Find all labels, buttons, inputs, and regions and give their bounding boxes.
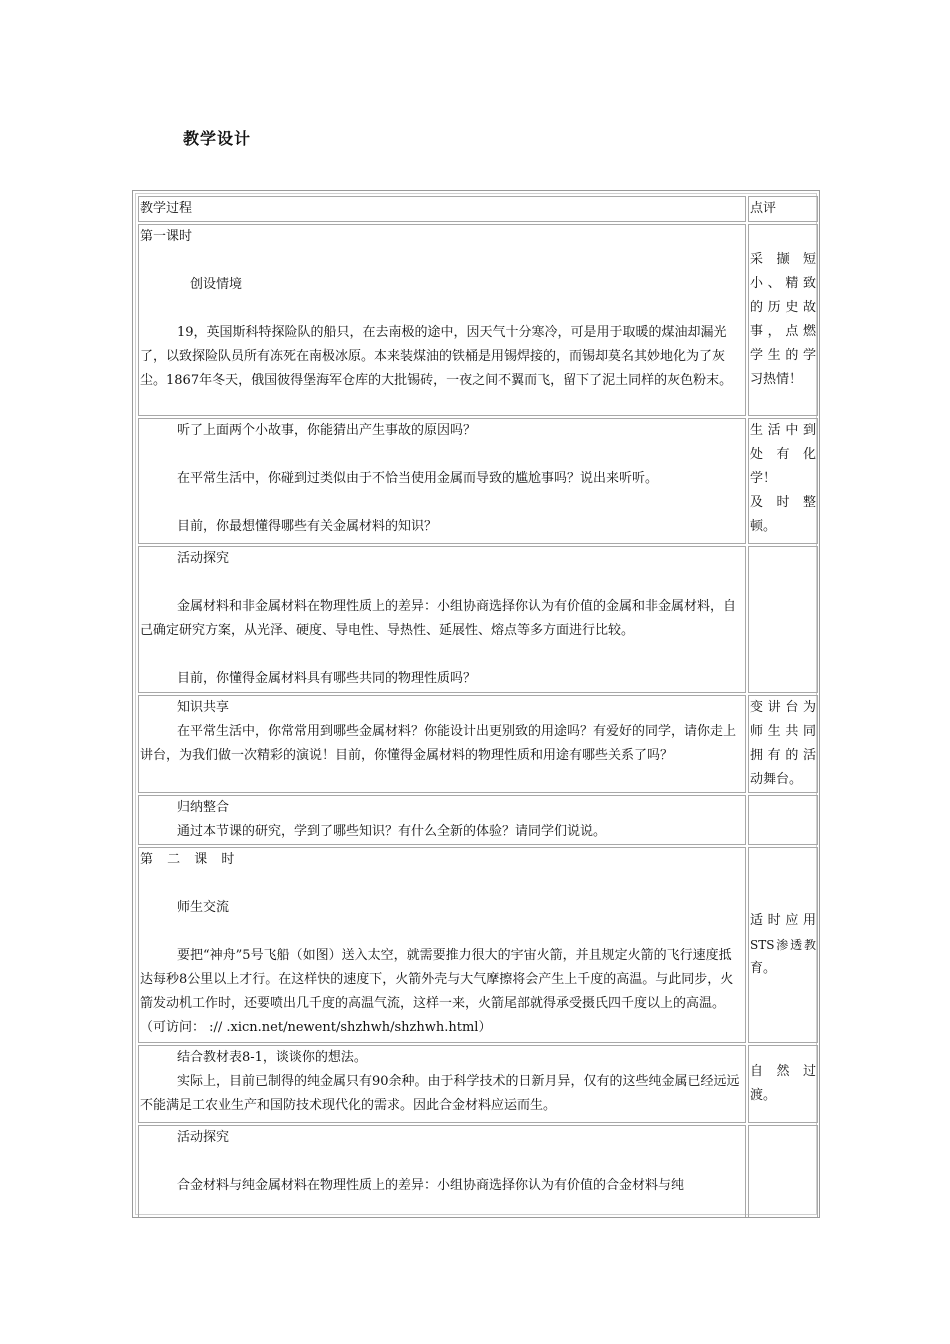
header-process: 教学过程 <box>138 196 746 222</box>
section-body: 在平常生活中，你常常用到哪些金属材料？你能设计出更别致的用途吗？有爱好的同学，请你走上讲台，为我们做一次精彩的演说！目前，你懂得金属材料的物理性质和用途有哪些关系了吗？ <box>140 724 737 763</box>
comment-line: 小、精致 <box>750 276 816 291</box>
comment-line: 变讲台为 <box>750 700 816 715</box>
comment-line: 的历史故 <box>750 300 816 315</box>
comment-line: 适时应用 <box>750 913 816 928</box>
comment-line: 学生的学 <box>750 348 816 363</box>
table-row <box>138 418 818 544</box>
comment-line: 自 然 过 <box>750 1064 816 1079</box>
comment-cell <box>748 695 818 793</box>
comment-cell <box>748 546 818 693</box>
comment-line: 学！ <box>750 471 777 486</box>
comment-line: 顿。 <box>750 519 777 534</box>
comment-line: 处 有 化 <box>750 447 816 462</box>
comment-line: 动舞台。 <box>750 772 803 787</box>
comment-cell <box>748 795 818 845</box>
comment-line: 生活中到 <box>750 423 816 438</box>
section-heading: 创设情境 <box>190 277 243 292</box>
comment-cell <box>748 418 818 544</box>
comment-cell <box>748 1045 818 1123</box>
question-line: 在平常生活中，你碰到过类似由于不恰当使用金属而导致的尴尬事吗？说出来听听。 <box>177 471 659 486</box>
table-row <box>138 1045 818 1123</box>
section-body: 19，英国斯科特探险队的船只，在去南极的途中，因天气十分寒冷，可是用于取暖的煤油却漏光了，以致探险队员所有冻死在南极冰原。本来装煤油的铁桶是用锡焊接的，而锡却莫名其妙地化为了灰尘。1867年冬天，俄国彼得堡海军仓库的大批锡砖，一夜之间不翼而飞，留下了泥土同样的灰色粉末。 <box>140 325 733 388</box>
section-body: 实际上，目前已制得的纯金属只有90余种。由于科学技术的日新月异，仅有的这些纯金属已经远远不能满足工农业生产和国防技术现代化的需求。因此合金材料应运而生。 <box>140 1074 740 1113</box>
header-comment: 点评 <box>748 196 818 222</box>
section-body: 要把“神舟”5号飞船（如图）送入太空，就需要推力很大的宇宙火箭，并且规定火箭的飞行速度抵达每秒8公里以上才行。在这样快的速度下，火箭外壳与大气摩擦将会产生上千度的高温。与此同步，火箭发动机工作时，还要喷出几千度的高温气流，这样一来，火箭尾部就得承受摄氏四千度以上的高温。（可访问： :// .xicn.net/newent/shzhwh/shzhwh.html） <box>140 948 734 1035</box>
table-row <box>138 847 818 1043</box>
comment-cell <box>748 1125 818 1218</box>
table-row <box>138 795 818 845</box>
section-heading: 活动探究 <box>177 551 230 566</box>
table-row <box>138 695 818 793</box>
lesson-label: 第 二 课 时 <box>140 852 240 867</box>
comment-line: 事，点燃 <box>750 324 816 339</box>
table-row <box>138 1125 818 1218</box>
question-line: 目前，你懂得金属材料具有哪些共同的物理性质吗？ <box>177 671 477 686</box>
section-heading: 知识共享 <box>177 700 230 715</box>
table-header-row <box>138 196 818 222</box>
page-title: 教学设计 <box>183 129 252 148</box>
comment-line: 采 撷 短 <box>750 252 816 267</box>
question-line: 听了上面两个小故事，你能猜出产生事故的原因吗？ <box>177 423 477 438</box>
lesson-label: 第一课时 <box>140 229 193 244</box>
question-line: 目前，你最想懂得哪些有关金属材料的知识？ <box>177 519 438 534</box>
section-heading: 归纳整合 <box>177 800 230 815</box>
section-body: 通过本节课的研究，学到了哪些知识？有什么全新的体验？请同学们说说。 <box>177 824 607 839</box>
table-row <box>138 224 818 416</box>
comment-line: 拥有的活 <box>750 748 816 763</box>
table-row <box>138 546 818 693</box>
comment-line: 及 时 整 <box>750 495 816 510</box>
comment-cell <box>748 847 818 1043</box>
comment-line: 渡。 <box>750 1088 777 1103</box>
section-heading: 师生交流 <box>177 900 230 915</box>
teaching-design-table <box>132 190 820 1218</box>
section-heading: 活动探究 <box>177 1130 230 1145</box>
comment-line: 育。 <box>750 961 777 976</box>
comment-line: 习热情！ <box>750 372 803 387</box>
comment-cell <box>748 224 818 416</box>
section-heading: 结合教材表8-1，谈谈你的想法。 <box>177 1050 367 1065</box>
comment-line: 师生共同 <box>750 724 816 739</box>
comment-line: STS渗透教 <box>750 938 816 952</box>
section-body: 金属材料和非金属材料在物理性质上的差异：小组协商选择你认为有价值的金属和非金属材料，自己确定研究方案，从光泽、硬度、导电性、导热性、延展性、熔点等多方面进行比较。 <box>140 599 737 638</box>
section-body: 合金材料与纯金属材料在物理性质上的差异：小组协商选择你认为有价值的合金材料与纯 <box>177 1178 685 1193</box>
